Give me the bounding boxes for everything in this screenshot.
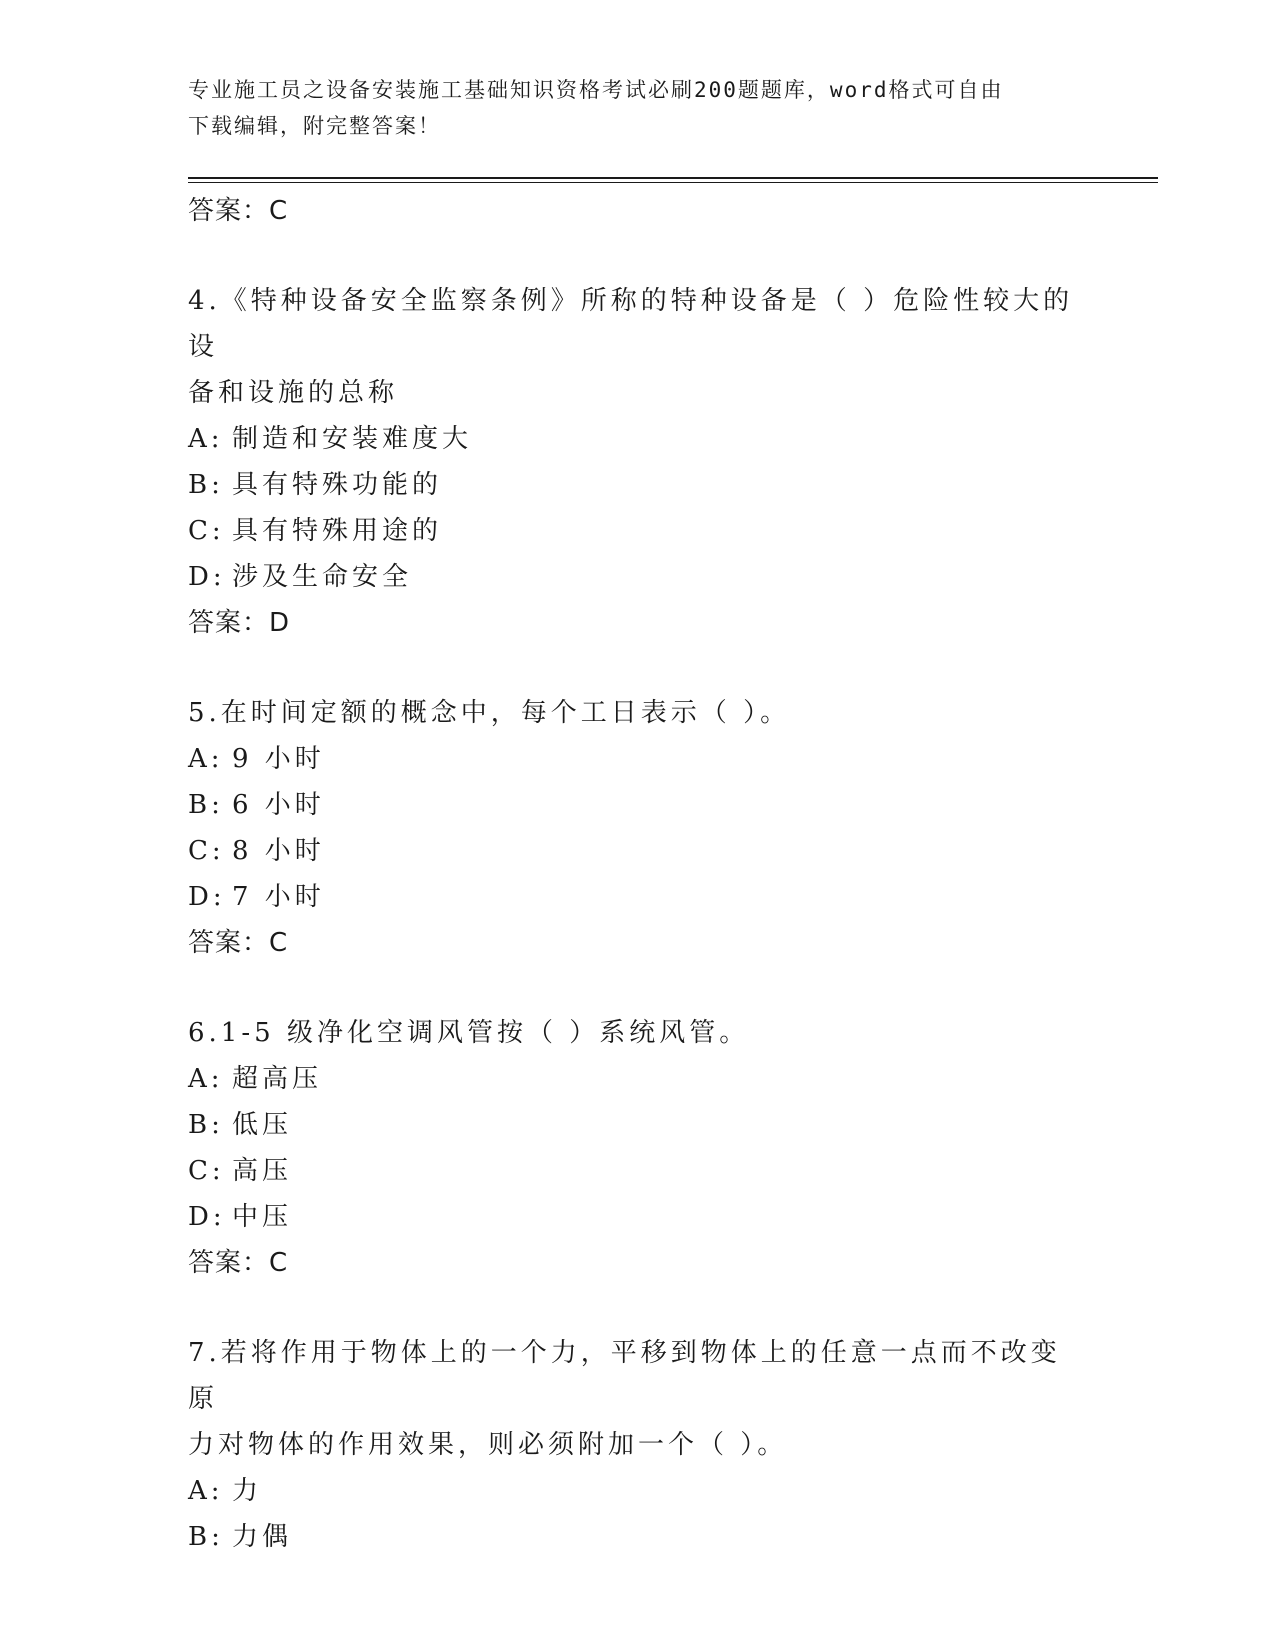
question-block — [188, 278, 1088, 646]
question-block — [188, 690, 1088, 966]
option-b: B: 6 小时 — [188, 790, 325, 820]
question-block — [188, 1010, 1088, 1286]
document-header — [188, 72, 1088, 144]
question-list — [188, 188, 1088, 1560]
question-block — [188, 1330, 1088, 1560]
option-d: D: 中压 — [188, 1202, 293, 1232]
option-c: C: 8 小时 — [188, 836, 325, 866]
question-line: 力对物体的作用效果，则必须附加一个（ ）。 — [188, 1430, 788, 1460]
question-line: 6.1-5 级净化空调风管按（ ）系统风管。 — [188, 1018, 750, 1048]
header-divider-thin — [188, 182, 1158, 183]
answer-line: 答案：C — [188, 196, 289, 226]
option-a: A: 9 小时 — [188, 744, 325, 774]
option-d: D: 涉及生命安全 — [188, 562, 413, 592]
question-text — [188, 1010, 1088, 1056]
header-line-2: 下载编辑，附完整答案！ — [188, 114, 441, 138]
question-line: 备和设施的总称 — [188, 378, 399, 408]
header-line-1: 专业施工员之设备安装施工基础知识资格考试必刷200题题库，word格式可自由 — [188, 78, 1004, 102]
question-line: 4.《特种设备安全监察条例》所称的特种设备是（ ）危险性较大的设 — [188, 286, 1074, 362]
option-c: C: 具有特殊用途的 — [188, 516, 443, 546]
header-divider — [188, 177, 1158, 179]
answer-line: 答案：C — [188, 1248, 289, 1278]
option-b: B: 力偶 — [188, 1522, 293, 1552]
question-line: 5.在时间定额的概念中，每个工日表示（ ）。 — [188, 698, 791, 728]
option-b: B: 低压 — [188, 1110, 293, 1140]
answer-line: 答案：C — [188, 928, 289, 958]
question-text — [188, 1330, 1088, 1468]
option-d: D: 7 小时 — [188, 882, 325, 912]
option-b: B: 具有特殊功能的 — [188, 470, 443, 500]
question-line: 7.若将作用于物体上的一个力，平移到物体上的任意一点而不改变原 — [188, 1338, 1061, 1414]
question-text — [188, 690, 1088, 736]
option-c: C: 高压 — [188, 1156, 293, 1186]
answer-line: 答案：D — [188, 608, 291, 638]
question-text — [188, 278, 1088, 416]
option-a: A: 制造和安装难度大 — [188, 424, 473, 454]
option-a: A: 超高压 — [188, 1064, 323, 1094]
option-a: A: 力 — [188, 1476, 263, 1506]
